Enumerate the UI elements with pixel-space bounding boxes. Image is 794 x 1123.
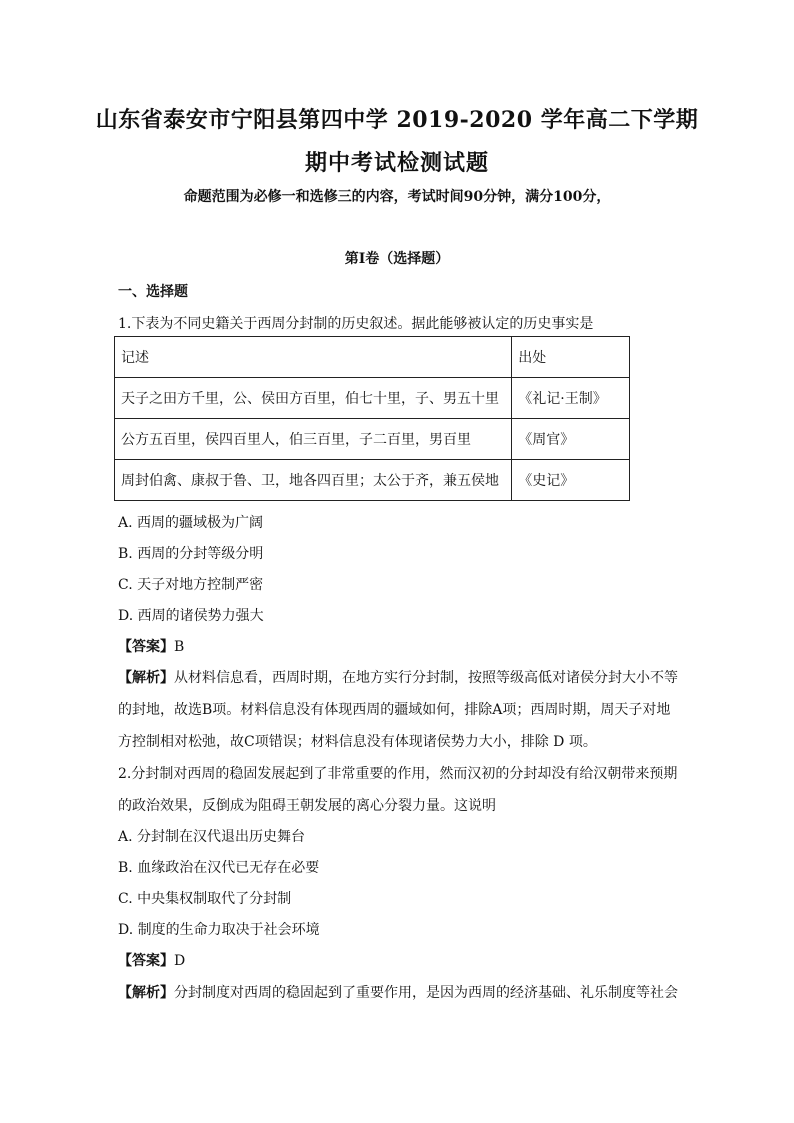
question-2-answer [118,950,185,970]
table-cell: 天子之田方千里，公、侯田方百里，伯七十里，子、男五十里 [115,378,512,419]
question-2-option-a: A. 分封制在汉代退出历史舞台 [118,829,306,845]
question-2-stem-line: 2.分封制对西周的稳固发展起到了非常重要的作用，然而汉初的分封却没有给汉朝带来预期 [118,766,678,782]
analysis-text: 分封制度对西周的稳固起到了重要作用，是因为西周的经济基础、礼乐制度等社会 [174,985,678,1001]
question-2-option-d: D. 制度的生命力取决于社会环境 [118,922,320,938]
table-header-cell: 出处 [512,337,630,378]
exam-scope-note: 命题范围为必修一和选修三的内容，考试时间90分钟，满分100分， [183,189,611,205]
analysis-label: 【解析】 [118,985,174,1001]
table-cell: 《周官》 [512,419,630,460]
answer-value: B [174,639,185,655]
analysis-label: 【解析】 [118,670,174,686]
source-table [114,336,630,501]
table-cell: 周封伯禽、康叔于鲁、卫，地各四百里；太公于齐，兼五侯地 [115,460,512,501]
table-row [115,378,630,419]
question-1-analysis-line: 的封地，故选B项。材料信息没有体现西周的疆域如何，排除A项；西周时期，周天子对地 [118,702,671,718]
table-header-row [115,337,630,378]
question-2-stem-line: 的政治效果，反倒成为阻碍王朝发展的离心分裂力量。这说明 [118,798,496,814]
document-subtitle: 期中考试检测试题 [304,150,489,176]
question-1-option-c: C. 天子对地方控制严密 [118,577,264,593]
table-header-cell: 记述 [115,337,512,378]
analysis-text: 从材料信息看，西周时期，在地方实行分封制，按照等级高低对诸侯分封大小不等 [174,670,678,686]
table-cell: 《礼记·王制》 [512,378,630,419]
table-row [115,460,630,501]
question-1-answer [118,636,184,656]
question-1-option-d: D. 西周的诸侯势力强大 [118,608,264,624]
question-1-analysis-line: 方控制相对松弛，故C项错误；材料信息没有体现诸侯势力大小，排除 D 项。 [118,734,597,750]
question-1-analysis-line [118,667,678,687]
part-heading: 一、选择题 [118,284,188,300]
answer-label: 【答案】 [118,639,174,655]
answer-value: D [174,953,186,969]
question-2-analysis-line [118,982,678,1002]
question-2-option-c: C. 中央集权制取代了分封制 [118,891,292,907]
question-1-option-b: B. 西周的分封等级分明 [118,546,264,562]
table-cell: 公方五百里，侯四百里人，伯三百里，子二百里，男百里 [115,419,512,460]
table-row [115,419,630,460]
section-title: 第Ⅰ卷（选择题） [344,251,450,267]
question-1-stem: 1.下表为不同史籍关于西周分封制的历史叙述。据此能够被认定的历史事实是 [118,316,594,332]
question-1-option-a: A. 西周的疆域极为广阔 [118,515,264,531]
table-cell: 《史记》 [512,460,630,501]
answer-label: 【答案】 [118,953,174,969]
question-2-option-b: B. 血缘政治在汉代已无存在必要 [118,860,320,876]
document-title: 山东省泰安市宁阳县第四中学 2019-2020 学年高二下学期 [95,107,699,133]
